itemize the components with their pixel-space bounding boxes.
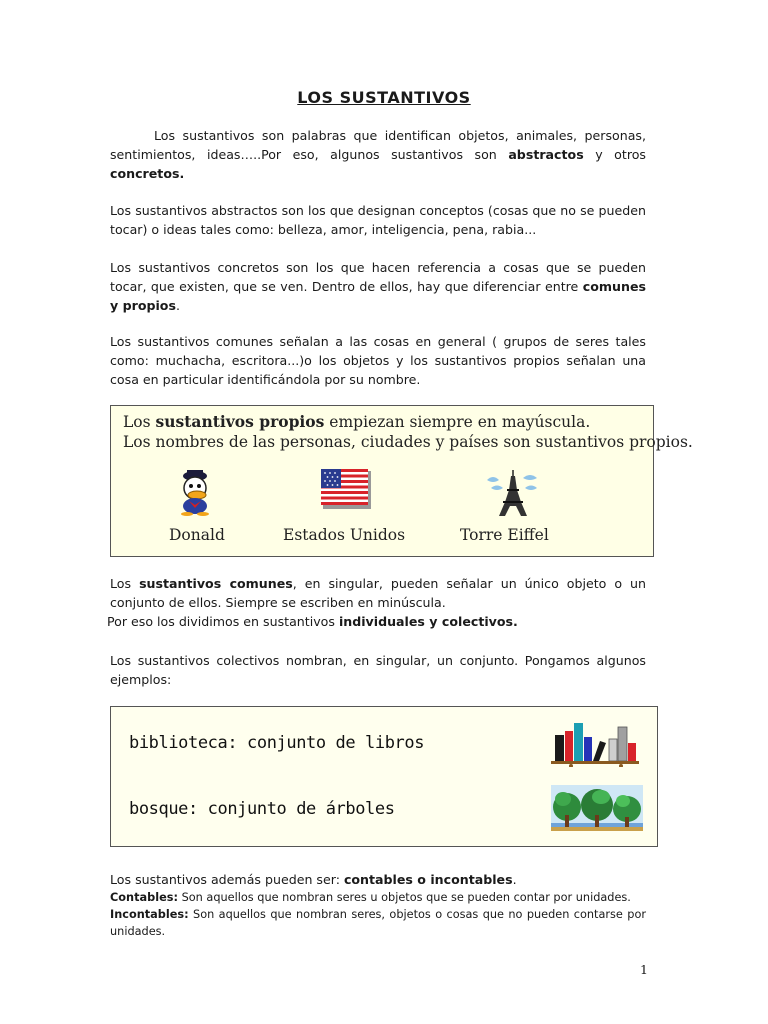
donald-duck-icon	[169, 468, 221, 516]
eiffel-tower-icon	[483, 468, 543, 518]
bookshelf-icon	[551, 719, 641, 767]
countable-definition: Contables: Son aquellos que nombran seres u objetos que se pueden contar por unidades.	[110, 891, 631, 904]
intro-paragraph: Los sustantivos son palabras que identifican objetos, animales, personas, sentimientos, ideas…..Por eso, algunos sustantivos son abstractos y otros concretos.	[110, 128, 646, 181]
abstract-paragraph: Los sustantivos abstractos son los que designan conceptos (cosas que no se pueden tocar) o ideas tales como: belleza, amor, inteligencia, pena, rabia...	[110, 203, 646, 237]
countable-intro: Los sustantivos además pueden ser: contables o incontables.	[110, 872, 517, 887]
common-proper-paragraph: Los sustantivos comunes señalan a las cosas en general ( grupos de seres tales como: muchacha, escritora...)o los objetos y los sustantivos propios señalan una cosa en particular identificándola por su nombre.	[110, 334, 646, 387]
collective-nouns-box	[110, 706, 658, 847]
proper-nouns-examples-line: Los nombres de las personas, ciudades y países son sustantivos propios.	[123, 433, 693, 451]
biblioteca-example: biblioteca: conjunto de libros	[129, 733, 425, 753]
trees-icon	[551, 785, 643, 833]
example-donald: Donald	[169, 526, 225, 544]
bosque-example: bosque: conjunto de árboles	[129, 799, 395, 819]
common-nouns-paragraph: Los sustantivos comunes, en singular, pueden señalar un único objeto o un conjunto de ellos. Siempre se escriben en minúscula.	[110, 576, 646, 610]
proper-nouns-rule: Los sustantivos propios empiezan siempre en mayúscula.	[123, 412, 591, 431]
page-title: LOS SUSTANTIVOS	[297, 88, 471, 107]
example-estados-unidos: Estados Unidos	[283, 526, 406, 544]
example-torre-eiffel: Torre Eiffel	[460, 526, 549, 544]
concrete-paragraph: Los sustantivos concretos son los que hacen referencia a cosas que se pueden tocar, que existen, que se ven. Dentro de ellos, hay que diferenciar entre comunes y propios.	[110, 260, 646, 313]
collective-paragraph: Los sustantivos colectivos nombran, en singular, un conjunto. Pongamos algunos ejemplos:	[110, 653, 646, 687]
individual-collective-paragraph: Por eso los dividimos en sustantivos individuales y colectivos.	[107, 614, 518, 629]
proper-nouns-box	[110, 405, 693, 557]
page-number: 1	[640, 962, 648, 977]
uncountable-definition: Incontables: Son aquellos que nombran seres, objetos o cosas que no pueden contarse por unidades.	[110, 908, 646, 938]
us-flag-icon	[321, 469, 371, 509]
